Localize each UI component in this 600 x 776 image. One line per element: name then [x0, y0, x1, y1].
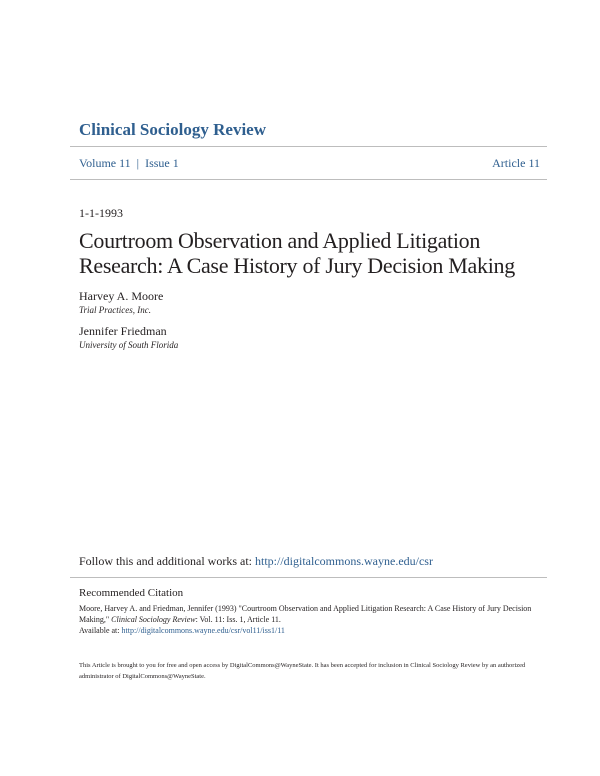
citation-divider	[70, 577, 547, 578]
author-name: Harvey A. Moore	[79, 289, 164, 303]
citation-volume-info: : Vol. 11: Iss. 1, Article 11.	[195, 615, 281, 624]
follow-text: Follow this and additional works at:	[79, 554, 252, 568]
publication-date: 1-1-1993	[79, 206, 123, 220]
collection-link[interactable]: http://digitalcommons.wayne.edu/csr	[255, 554, 433, 568]
access-notice: This Article is brought to you for free and open access by DigitalCommons@WayneState. It has been accepted for inclusion in Clinical Sociology Review by an authorized administrator of DigitalCommons@WayneState.	[79, 662, 526, 680]
citation-authors-title: Moore, Harvey A. and Friedman, Jennifer (1993) "Courtroom Observation and Applied Litigation Research: A Case History of Jury Decision Making,"	[79, 604, 532, 624]
journal-title[interactable]: Clinical Sociology Review	[79, 120, 266, 139]
author-affiliation: Trial Practices, Inc.	[79, 305, 151, 315]
citation-text	[79, 603, 549, 636]
volume-issue-line	[79, 156, 179, 171]
author-affiliation: University of South Florida	[79, 340, 179, 350]
issue-link[interactable]: Issue 1	[145, 156, 179, 170]
article-number-link[interactable]: Article 11	[492, 156, 540, 170]
volume-link[interactable]: Volume 11	[79, 156, 131, 170]
citation-link[interactable]: http://digitalcommons.wayne.edu/csr/vol11/iss1/11	[121, 626, 285, 635]
author-name: Jennifer Friedman	[79, 324, 167, 338]
subheader-divider	[70, 179, 547, 180]
citation-journal: Clinical Sociology Review	[111, 615, 196, 624]
header-divider	[70, 146, 547, 147]
recommended-citation-label: Recommended Citation	[79, 587, 184, 599]
citation-available-label: Available at:	[79, 626, 120, 635]
article-title: Courtroom Observation and Applied Litigation Research: A Case History of Jury Decision Making	[79, 228, 515, 278]
volume-issue-separator: |	[136, 156, 140, 170]
follow-line	[79, 554, 433, 569]
